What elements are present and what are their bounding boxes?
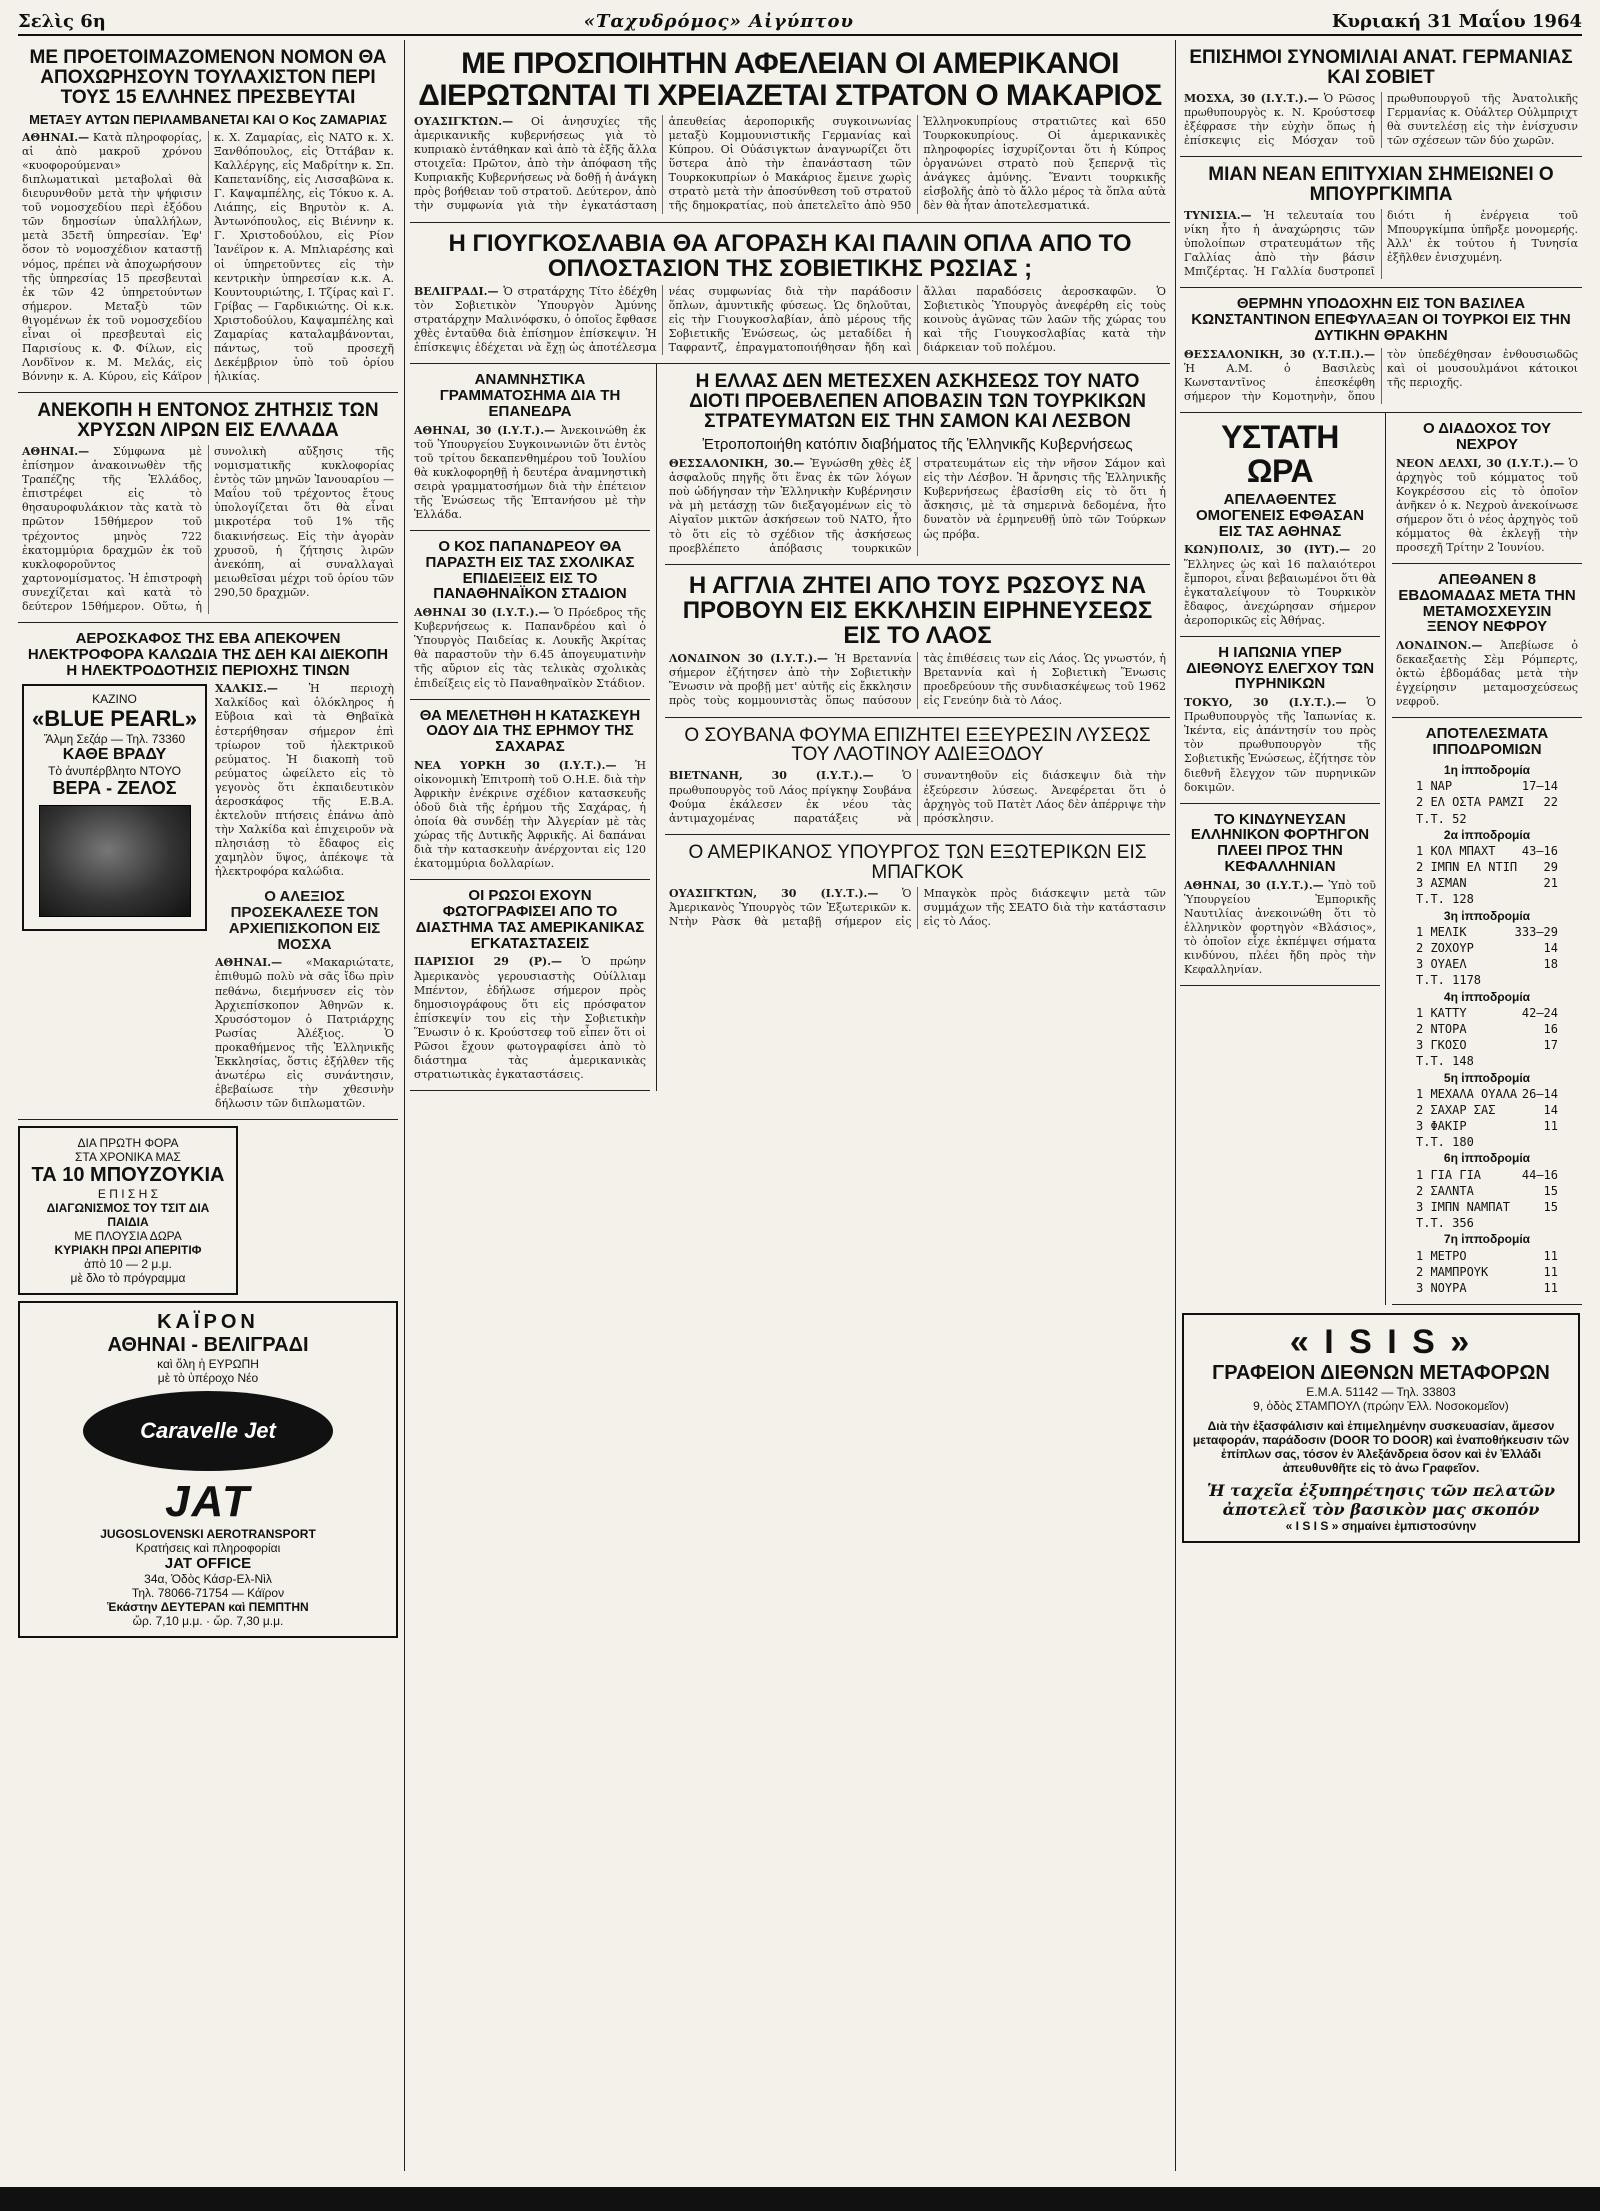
article-text: 20 Ἕλληνες ὡς καὶ 16 παλαιότεροι ἔμποροι, εἶναι βεβαιωμένοι ὅτι θὰ ἐγκαταλείψουν τὸ Τουρκικὸν ἔδαφος, ἀνεχώρησαν σήμερον ἀεροπορικῶς εἰς Ἀθήνας. — [1184, 543, 1377, 627]
article-text: Ὁ ἀρχηγὸς τοῦ κόμματος τοῦ Κογκρέσσου εἰς τὸ ὁποῖον ἀνῆκεν ὁ κ. Νεχροὺ ἀνεκοίνωσε σήμερον ὅτι ὁ νέος ἀρχηγὸς τοῦ κόμματος θὰ ἐκλεγῇ τὴν προσεχῆ Τρίτην 2 Ἰουνίου. — [1396, 456, 1579, 554]
horse-name: 2 ΝΤΟΡΑ — [1416, 1021, 1467, 1036]
race-result-row — [1396, 1005, 1578, 1021]
dateline: ΠΑΡΙΣΙΟΙ 29 (Ρ).— — [414, 955, 563, 969]
ad-main: ΤΑ 10 ΜΠΟΥΖΟΥΚΙΑ — [31, 1164, 225, 1187]
article-body — [1184, 879, 1376, 978]
center-left-stack — [410, 364, 657, 1091]
article-text: Ἡ Α.Μ. ὁ Βασιλεὺς Κωνσταντῖνος ἐπεσκέφθη σήμερον τὴν Κομοτηνὴν, ὅπου τὸν ὑπεδέχθησαν ἐνθουσιωδῶς καὶ οἱ μουσουλμάνοι κάτοικοι τῆς περιοχῆς. — [1184, 347, 1578, 403]
masthead — [18, 8, 1582, 36]
horse-name: Τ.Τ. 180 — [1416, 1135, 1474, 1150]
dateline: ΛΟΝΔΙΝΟΝ 30 (Ι.Υ.Τ.).— — [669, 652, 829, 666]
ad-line: καὶ ὅλη ἡ ΕΥΡΩΠΗ — [157, 1357, 259, 1372]
article-headline: Ο ΣΟΥΒΑΝΑ ΦΟΥΜΑ ΕΠΙΖΗΤΕΙ ΕΞΕΥΡΕΣΙΝ ΛΥΣΕΩΣ ΤΟΥ ΛΑΟΤΙΝΟΥ ΑΔΙΕΞΟΔΟΥ — [684, 724, 1151, 766]
horse-name: Τ.Τ. 356 — [1416, 1216, 1474, 1231]
article-text: Ἡ οἰκονομικὴ Ἐπιτροπὴ τοῦ Ο.Η.Ε. διὰ τὴν Ἀφρικὴν ἐνέκρινε σχέδιον κατασκευῆς ὁδοῦ διὰ τῆς ἐρήμου τῆς Σαχάρας, ἡ ὁποία θὰ συνδέῃ τὴν Ἀλγερίαν μὲ τὰς χώρας τῆς Δυτικῆς Ἀφρικῆς. Αἱ δαπάναι διὰ τὴν κατασκευὴν ἀνέρχονται εἰς 120 ἑκατομμύρια δολλαρίων. — [414, 758, 647, 871]
bottom-scan-edge — [0, 2187, 1600, 2211]
casino-act: ΒΕΡΑ - ΖΕΛΟΣ — [52, 778, 177, 799]
article-body — [669, 887, 1166, 929]
article-east-germany — [1180, 40, 1582, 157]
ad-line: Ε Π Ι Σ Η Σ — [97, 1187, 159, 1202]
article-text: Ἀπεβίωσε ὁ δεκαεξαετὴς Σὲμ Ρόμπερτς, ὀκτὼ ἑβδομάδας μετὰ τὴν ἐγχείρησιν μεταμοσχεύσεως νεφροῦ. — [1396, 639, 1578, 709]
casino-line1: ΚΑΘΕ ΒΡΑΔΥ — [62, 746, 167, 764]
payout: 21 — [1543, 876, 1558, 891]
race-heading: 4η ἱπποδρομία — [1443, 989, 1531, 1004]
horse-name: 1 ΜΕΛΙΚ — [1416, 924, 1467, 939]
article-text: Ὁ πρώην Ἀμερικανὸς γερουσιαστὴς Οὐίλλιαμ Μπέντον, ἐδήλωσε σήμερον πρὸς δημοσιογράφους ὅτι εἰς πρόσφατον ἐπίσκεψίν του εἰς τὴν Σοβιετικὴν Ἕνωσιν ὁ κ. Κρούστσεφ τοῦ εἶπεν ὅτι οἱ Ρῶσοι ἔχουν φωτογραφίσει ἀπὸ τὸ διάστημα τὰς ἀμερικανικὰς στρατιωτικὰς ἐγκαταστάσεις. — [414, 955, 646, 1082]
dateline: ΤΥΝΙΣΙΑ.— — [1184, 209, 1252, 223]
horse-name: 1 ΚΟΛ ΜΠΑΧΤ — [1416, 843, 1496, 858]
dateline: ΟΥΑΣΙΓΚΤΩΝ.— — [414, 115, 514, 128]
race-result-row — [1396, 778, 1578, 794]
horse-name: 3 ΑΣΜΑΝ — [1416, 876, 1467, 891]
issue-date: Κυριακή 31 Μαΐου 1964 — [1331, 10, 1582, 32]
article-text: Ἡ Βρεταννία σήμερον ἐζήτησεν ἀπὸ τὴν Σοβιετικὴν Ἕνωσιν νὰ προβῇ μετ' αὐτῆς εἰς ἔκκλησιν πρὸς τοὺς κομμουνιστὰς ὅπως παύσουν τὰς ἐπιθέσεις των εἰς Λάος. Ὡς γνωστόν, ἡ Βρεταννία καὶ ἡ Σοβιετικὴ Ἕνωσις προεδρεύουν τῆς συνδιασκέψεως τοῦ 1962 εἰς Γενεύην διὰ τὸ Λάος. — [669, 652, 1166, 708]
article-laos-appeal — [665, 565, 1170, 718]
article-headline: ΘΑ ΜΕΛΕΤΗΘΗ Η ΚΑΤΑΣΚΕΥΗ ΟΔΟΥ ΔΙΑ ΤΗΣ ΕΡΗΜΟΥ ΤΗΣ ΣΑΧΑΡΑΣ — [419, 706, 641, 756]
article-body — [1396, 457, 1578, 556]
article-yugoslavia-arms — [410, 223, 1170, 365]
article-headline: Η ΕΛΛΑΣ ΔΕΝ ΜΕΤΕΣΧΕΝ ΑΣΚΗΣΕΩΣ ΤΟΥ ΝΑΤΟ ΔΙΟΤΙ ΠΡΟΕΒΛΕΠΕΝ ΑΠΟΒΑΣΙΝ ΤΩΝ ΤΟΥΡΚΙΚΩΝ ΣΤΡΑΤΕΥΜΑΤΩΝ ΕΙΣ ΤΗΝ ΣΑΜΟΝ ΚΑΙ ΛΕΣΒΟΝ — [689, 371, 1146, 433]
article-headline: Ο ΑΛΕΞΙΟΣ ΠΡΟΣΕΚΑΛΕΣΕ ΤΟΝ ΑΡΧΙΕΠΙΣΚΟΠΟΝ ΕΙΣ ΜΟΣΧΑ — [228, 888, 381, 953]
race-result-row — [1396, 1199, 1578, 1215]
article-body — [669, 652, 1166, 708]
race-result-row — [1396, 1086, 1578, 1102]
ad-line: ΣΤΑ ΧΡΟΝΙΚΑ ΜΑΣ — [75, 1150, 181, 1165]
article-bourguiba — [1180, 157, 1582, 288]
article-text: Ἐγνώσθη χθὲς ἐξ ἀσφαλοῦς πηγῆς ὅτι ἕνας ἐκ τῶν λόγων ποὺ ὡδήγησαν τὴν Ἑλληνικὴν Κυβέρνησιν νὰ μὴ μετάσχῃ τῶν διεξαγομένων εἰς τὸ Αἰγαῖον μικτῶν ἀσκήσεων τοῦ ΝΑΤΟ, ἦτο τὸ ὅτι εἰς τὸ σχέδιον τῆς ἀσκήσεως προεβλέπετο ἀπόβασις τουρκικῶν στρατευμάτων εἰς τὴν νῆσον Σάμον καὶ εἰς τὴν Λέσβον. Ἡ ἄρνησις τῆς Ἑλληνικῆς Κυβερνήσεως ἐβασίσθη εἰς τὸ ὅτι ἡ ἄσκησις, μὲ τὰ σημερινὰ δεδομένα, ἦτο δυνατὸν νὰ ἑρμηνευθῇ ὑπὸ τῶν Τούρκων ὡς πρόβα. — [669, 457, 1166, 555]
article-makarios-army — [410, 40, 1170, 223]
dateline: ΛΟΝΔΙΝΟΝ.— — [1396, 639, 1483, 653]
performers-photo — [39, 805, 191, 917]
isis-ad — [1182, 1313, 1580, 1543]
payout: 11 — [1543, 1248, 1558, 1263]
race-result-row — [1396, 1167, 1578, 1183]
article-body — [1396, 639, 1578, 709]
race-result-row — [1396, 1264, 1578, 1280]
article-headline: ΤΟ ΚΙΝΔΥΝΕΥΣΑΝ ΕΛΛΗΝΙΚΟΝ ΦΟΡΤΗΓΟΝ ΠΛΕΕΙ ΠΡΟΣ ΤΗΝ ΚΕΦΑΛΛΗΝΙΑΝ — [1190, 810, 1370, 875]
caravelle-jet-logo: Caravelle Jet — [83, 1391, 333, 1471]
payout: 15 — [1543, 1200, 1558, 1215]
article-body — [414, 955, 646, 1082]
article-body — [669, 457, 1166, 556]
casino-label: ΚΑΖΙΝΟ — [92, 692, 137, 707]
article-body — [414, 115, 1166, 214]
race-result-row — [1396, 811, 1578, 827]
article-sahara-road — [410, 700, 650, 881]
article-headline: ΜΕ ΠΡΟΕΤΟΙΜΑΖΟΜΕΝΟΝ ΝΟΜΟΝ ΘΑ ΑΠΟΧΩΡΗΣΟΥΝ ΤΟΥΛΑΧΙΣΤΟΝ ΠΕΡΙ ΤΟΥΣ 15 ΕΛΛΗΝΕΣ ΠΡΕΣΒΕΥΤΑΙ — [29, 47, 387, 108]
race-heading: 6η ἱπποδρομία — [1443, 1151, 1531, 1166]
race-heading: 7η ἱπποδρομία — [1443, 1232, 1531, 1247]
payout: 11 — [1543, 1280, 1558, 1295]
ad-line: Κρατήσεις καὶ πληροφορίαι — [135, 1541, 281, 1556]
article-text: Ὑπὸ τοῦ Ὑπουργείου Ἐμπορικῆς Ναυτιλίας ἀνεκοινώθη ὅτι τὸ ἑλληνικὸν φορτηγὸν «Βλάσιος», τὸ ὁποῖον εἶχε ἐκπέμψει σήματα κινδύνου, πλέει ἤδη πρὸς τὴν Κεφαλληνίαν. — [1184, 878, 1376, 977]
article-text: Ὁ Ἀμερικανὸς Ὑπουργὸς τῶν Ἐξωτερικῶν κ. Ντὴν Ρὰσκ θὰ μεταβῇ σήμερον εἰς Μπαγκὸκ πρὸς διάσκεψιν μετὰ τῶν συμμάχων τῆς ΣΕΑΤΟ διὰ τὴν κατάστασιν εἰς τὸ Λάος. — [669, 886, 1166, 928]
left-column — [18, 40, 398, 1644]
payout: 17—14 — [1521, 779, 1558, 794]
jat-airline-ad — [18, 1301, 398, 1638]
race-result-row — [1396, 1215, 1578, 1231]
dateline: ΧΑΛΚΙΣ.— — [215, 682, 278, 696]
race-heading: 2α ἱπποδρομία — [1443, 827, 1531, 842]
horse-name: 2 ΖΟΧΟΥΡ — [1416, 941, 1474, 956]
dateline: ΘΕΣΣΑΛΟΝΙΚΗ, 30 (Υ.Τ.Π.).— — [1184, 347, 1375, 361]
ad-line: Ἡ ταχεῖα ἐξυπηρέτησις τῶν πελατῶν ἀποτελεῖ τὸν βασικὸν μας σκοπόν — [1206, 1481, 1556, 1520]
dateline: ΜΟΣΧΑ, 30 (Ι.Υ.Τ.).— — [1184, 91, 1319, 105]
dateline: ΤΟΚΥΟ, 30 (Ι.Υ.Τ.).— — [1184, 696, 1347, 710]
casino-address: Ἄλμη Σεζάρ — Τηλ. 73360 — [43, 732, 186, 747]
ad-line: ΔΙΑΓΩΝΙΣΜΟΣ ΤΟΥ ΤΣΙΤ ΔΙΑ ΠΑΙΔΙΑ — [46, 1201, 210, 1230]
right-lower — [1180, 413, 1582, 1305]
race-result-row — [1396, 940, 1578, 956]
race-result-row — [1396, 859, 1578, 875]
dateline: ΟΥΑΣΙΓΚΤΩΝ, 30 (Ι.Υ.Τ.).— — [669, 886, 879, 900]
payout: 16 — [1543, 1021, 1558, 1036]
payout: 11 — [1543, 1264, 1558, 1279]
center-right-stack — [657, 364, 1170, 1091]
payout: 44—16 — [1521, 1167, 1558, 1182]
article-body — [1184, 543, 1376, 627]
article-souvanna — [665, 718, 1170, 835]
horse-name: 1 ΓΙΑ ΓΙΑ — [1416, 1167, 1482, 1182]
race-result-row — [1396, 1134, 1578, 1150]
ad-route: ΑΘΗΝΑΙ - ΒΕΛΙΓΡΑΔΙ — [107, 1334, 309, 1357]
article-body — [669, 769, 1166, 825]
casino-line2: Τὸ ἀνυπέρβλητο ΝΤΟΥΟ — [48, 764, 181, 779]
casino-ad — [22, 682, 207, 1111]
race-result-row — [1396, 1248, 1578, 1264]
race-result-row — [1396, 1102, 1578, 1118]
article-headline: ΑΝΕΚΟΠΗ Η ΕΝΤΟΝΟΣ ΖΗΤΗΣΙΣ ΤΩΝ ΧΡΥΣΩΝ ΛΙΡΩΝ ΕΙΣ ΕΛΛΑΔΑ — [37, 400, 379, 442]
race-heading: 1η ἱπποδρομία — [1443, 762, 1531, 777]
race-result-row — [1396, 875, 1578, 891]
article-text: Κατὰ πληροφορίας, αἱ ἀπὸ μακροῦ χρόνου «κυοφορούμεναι» διπλωματικαὶ μεταβολαὶ θὰ διευρυνθοῦν μετὰ τὴν ψήφισιν τοῦ νομοσχεδίου περὶ ἐξόδου τῶν δημοσίων ὑπαλλήλων, μετὰ 35ετῆ ὑπηρεσίαν. Ἐφ' ὅσον τὸ νομοσχέδιον καταστῇ νόμος, πρέπει νὰ ἀποχωρήσουν τῆς ὑπηρεσίας 15 πρεσβευταὶ ἐκ τῶν 42 ὑπηρετούντων σήμερον. Μεταξὺ τῶν θιγομένων ἐκ τοῦ νομοσχεδίου εἶναι οἱ πρεσβευταὶ εἰς Παρισίους κ. Φ. Φίλων, εἰς Λονδῖνον κ. Μ. Μελάς, εἰς Βόννην κ. Α. Κύρου, εἰς Κάϊρον κ. Χ. Ζαμαρίας, εἰς ΝΑΤΟ κ. Χ. Ξανθόπουλος, εἰς Ὀττάβαν κ. Καλλέργης, εἰς Μαδρίτην κ. Σπ. Καπετανίδης, εἰς Λισσαβῶνα κ. Γ. Καψαμπέλης, εἰς Τόκυο κ. Α. Λιάπης, εἰς Βηρυτὸν κ. Α. Ἀντωνόπουλος, εἰς Βιέννην κ. Γ. Χριστοδούλου, εἰς Ρίον Ἰανέϊρον κ. Α. Μπλιαρέσης καὶ οἱ ὑπηρετοῦντες εἰς τὴν κεντρικὴν ὑπηρεσίαν κ.κ. Α. Κουντουριώτης, Ι. Τζίρας καὶ Γ. Γρίβας — Γαρδικιώτης. Οἱ κ.κ. Χριστοδούλου, Καψαμπέλης καὶ Ζαμαρίας καταλαμβάνονται, πάντως, τοῦ προσεχῆ Δεκέμβριον ὑπὸ τοῦ ὁρίου ἡλικίας. — [22, 130, 394, 384]
dateline: ΑΘΗΝΑΙ 30 (Ι.Υ.Τ.).— — [414, 606, 550, 620]
article-headline: ΜΙΑΝ ΝΕΑΝ ΕΠΙΤΥΧΙΑΝ ΣΗΜΕΙΩΝΕΙ Ο ΜΠΟΥΡΓΚΙΜΠΑ — [1208, 164, 1554, 206]
article-text: «Μακαριώτατε, ἐπιθυμῶ πολὺ νὰ σᾶς ἴδω πρὶν πεθάνω, διεμήνυσεν εἰς τὸν Ἀρχιεπίσκοπον Ἀθηνῶν κ. Χρυσόστομον ὁ Πατριάρχης Ρωσίας Ἀλέξιος. Ὁ προκαθήμενος τῆς Ἑλληνικῆς Ἐκκλησίας, ὅστις ἐξήλθεν τῆς ἀνωτέρω εἰς συνάντησιν, ἐβεβαίωσε τὴν χθεσινὴν δήλωσιν τῶν διπλωματῶν. — [215, 956, 394, 1111]
race-heading: 3η ἱπποδρομία — [1443, 908, 1531, 923]
race-result-row — [1396, 924, 1578, 940]
jat-logo: JAT — [165, 1477, 251, 1527]
race-result-row — [1396, 843, 1578, 859]
article-stamps — [410, 364, 650, 531]
dateline: ΑΘΗΝΑΙ, 30 (Ι.Υ.Τ.).— — [414, 423, 556, 437]
article-text: Ἀνεκοινώθη ἐκ τοῦ Ὑπουργείου Συγκοινωνιῶν ὅτι ἐντὸς τοῦ τρίτου δεκαπενθημέρου τοῦ Ἰουλίου θὰ κυκλοφορηθῇ ἡ δευτέρα ἀναμνηστικὴ σειρὰ γραμματοσήμων διὰ τὴν ἐπέτειον τῆς Ἑνώσεως τῆς Ἑπτανήσου μὲ τὴν Ἑλλάδα. — [414, 423, 646, 522]
ad-line: Διὰ τὴν ἐξασφάλισιν καὶ ἐπιμελημένην συσκευασίαν, ἄμεσον μεταφοράν, παράδοσιν (DOOR TO DOOR) καὶ ἐναποθήκευσιν τῶν ἐπίπλων σας, τόσον ἐν Ἀλεξάνδρεια ὅσον καὶ ἐν Ἑλλάδι ἀπευθυνθῆτε εἰς τὸ ἀνω Γραφεῖον. — [1192, 1419, 1570, 1476]
horse-name: 2 ΣΑΧΑΡ ΣΑΣ — [1416, 1102, 1496, 1117]
article-ambassadors — [18, 40, 398, 393]
horse-name: 2 ΙΜΠΝ ΕΛ ΝΤΙΠ — [1416, 860, 1518, 875]
horse-name: 3 ΟΥΑΕΛ — [1416, 957, 1467, 972]
article-body — [414, 759, 646, 872]
article-gold-sovereigns — [18, 393, 398, 623]
article-text: Ἡ περιοχὴ Χαλκίδος καὶ ὁλόκληρος ἡ Εὔβοια καὶ τὰ Θηβαϊκὰ ἐστερήθησαν σήμερον ἐπὶ τρίωρον τοῦ ἠλεκτρικοῦ ρεύματος. Ἡ διακοπὴ τοῦ ρεύματος ὠφείλετο εἰς τὸ γεγονὸς ὅτι ἐκπαιδευτικὸν ἀεροσκάφος τῆς Ε.Β.Α. ἐκτελοῦν πτήσεις ἐπάνω ἀπὸ τὴν Χαλκίδα καὶ ἐπιχειροῦν νὰ πλησιάσῃ τὸ ἔδαφος εἰς χαμηλὸν ὕψος, ἀπέκοψε τὰ ἠλεκτροφόρα καλώδια. — [215, 682, 395, 879]
article-headline: Η ΑΓΓΛΙΑ ΖΗΤΕΙ ΑΠΟ ΤΟΥΣ ΡΩΣΟΥΣ ΝΑ ΠΡΟΒΟΥΝ ΕΙΣ ΕΚΚΛΗΣΙΝ ΕΙΡΗΝΕΥΣΕΩΣ ΕΙΣ ΤΟ ΛΑΟΣ — [682, 571, 1153, 650]
horse-name: 1 ΚΑΤΤΥ — [1416, 1005, 1467, 1020]
article-text: Οἱ ἀνησυχίες τῆς ἀμερικανικῆς κυβερνήσεως γιὰ τὸ κυπριακὸ ἐντάθηκαν καὶ ἀπὸ τὰ ἑξῆς ἄλλα στοιχεῖα: Πρῶτον, ἀπὸ τὴν ἀπόφαση τῆς Κυπριακῆς Κυβερνήσεως νὰ δοθῇ ἡ ἀνάγκη πρὸς βοήθειαν τοῦ στρατοῦ. Δεύτερον, ἀπὸ τὴν συμφωνία γιὰ τὴν ἐγκατάσταση ἀπευθείας ἀεροπορικῆς συγκοινωνίας μεταξὺ Κομμουνιστικῆς Γερμανίας καὶ Κύπρου. Οἱ Οὐάσιγκτων ἀναγνωρίζει ὅτι ὕστερα ἀπὸ τὴν ἐπανάσταση τῶν Τουρκοκυπρίων ὁ Μακάριος ἔμεινε χωρὶς στρατὸ μετὰ τὴν ἀποσύνθεση τοῦ στρατοῦ τῆς δημοκρατίας, ποὺ ἀπετελεῖτο ἀπὸ 950 Ἑλληνοκυπρίους στρατιῶτες καὶ 650 Τουρκοκυπρίους. Οἱ ἀμερικανικὲς πληροφορίες ἰσχυρίζονται ὅτι ἡ Κύπρος ὀργανώνει στρατὸ ποὺ ξεπερνᾷ τὶς ἀνάγκες ἀμύνης. Ἕναντι τουρκικῆς εἰσβολῆς ἀπὸ τὸ ἄλλο μέρος τὰ ὅπλα αὐτὰ δὲν θὰ ἦταν ἀποτελεσματικά. — [414, 115, 1166, 213]
race-result-row — [1396, 1183, 1578, 1199]
race-result-row — [1396, 1021, 1578, 1037]
race-result-row — [1396, 794, 1578, 810]
horse-name: 3 ΓΚΟΣΟ — [1416, 1038, 1467, 1053]
payout: 14 — [1543, 1102, 1558, 1117]
horse-name: 1 ΝΑΡ — [1416, 779, 1453, 794]
race-result-row — [1396, 972, 1578, 988]
ad-line: 9, ὁδὸς ΣΤΑΜΠΟΥΛ (πρώην Ἑλλ. Νοσοκομεῖον) — [1253, 1399, 1509, 1414]
column-rule — [1175, 40, 1176, 2171]
dateline: ΝΕΑ ΥΟΡΚΗ 30 (Ι.Υ.Τ.).— — [414, 758, 617, 772]
ad-line: μὲ δλο τὸ πρόγραμμα — [70, 1271, 186, 1286]
race-groups — [1396, 762, 1578, 1296]
article-headline: ΜΕ ΠΡΟΣΠΟΙΗΤΗΝ ΑΦΕΛΕΙΑΝ ΟΙ ΑΜΕΡΙΚΑΝΟΙ ΔΙΕΡΩΤΩΝΤΑΙ ΤΙ ΧΡΕΙΑΖΕΤΑΙ ΣΤΡΑΤΟΝ Ο ΜΑΚΑΡΙΟΣ — [418, 47, 1162, 112]
center-column — [410, 40, 1170, 1091]
race-result-row — [1396, 891, 1578, 907]
horse-name: 3 ΝΟΥΡΑ — [1416, 1280, 1467, 1295]
article-headline: ΕΠΙΣΗΜΟΙ ΣΥΝΟΜΙΛΙΑΙ ΑΝΑΤ. ΓΕΡΜΑΝΙΑΣ ΚΑΙ ΣΟΒΙΕΤ — [1189, 47, 1573, 88]
newspaper-name: «Ταχυδρόμος» Αἰγύπτου — [583, 10, 854, 32]
ad-title: ΚΑΪΡΟΝ — [157, 1311, 259, 1334]
payout: 11 — [1543, 1119, 1558, 1134]
article-body — [1184, 696, 1376, 795]
article-papandreou — [410, 531, 650, 699]
section-title: ΥΣΤΑΤΗ ΩΡΑ — [1221, 419, 1339, 489]
right-right-stack — [1386, 413, 1582, 1305]
article-headline: Ο ΚΟΣ ΠΑΠΑΝΔΡΕΟΥ ΘΑ ΠΑΡΑΣΤΗ ΕΙΣ ΤΑΣ ΣΧΟΛΙΚΑΣ ΕΠΙΔΕΙΞΕΙΣ ΕΙΣ ΤΟ ΠΑΝΑΘΗΝΑΪΚΟΝ ΣΤΑΔΙΟΝ — [425, 538, 635, 603]
race-result-row — [1396, 956, 1578, 972]
race-result-row — [1396, 1053, 1578, 1069]
horse-name: 3 ΦΑΚΙΡ — [1416, 1119, 1467, 1134]
dateline: ΘΕΣΣΑΛΟΝΙΚΗ, 30.— — [669, 457, 805, 471]
horse-name: 2 ΕΛ ΟΣΤΑ ΡΑΜΖΙ — [1416, 795, 1525, 810]
payout: 333—29 — [1514, 924, 1558, 939]
dateline: ΑΘΗΝΑΙ, 30 (Ι.Υ.Τ.).— — [1184, 878, 1324, 892]
race-result-row — [1396, 1037, 1578, 1053]
article-body — [215, 682, 394, 1111]
right-left-stack — [1180, 413, 1386, 1305]
dateline: ΑΘΗΝΑΙ.— — [22, 445, 90, 459]
article-body — [1184, 92, 1578, 148]
article-text: Σύμφωνα μὲ ἐπίσημον ἀνακοινωθὲν τῆς Τραπέζης τῆς Ἑλλάδος, ἐπιστρέφει εἰς τὸ θησαυροφυλάκιον τὰς κατὰ τὸ πρῶτον 15θήμερον τοῦ τρέχοντος μηνὸς 722 ἑκατομμύρια δραχμῶν ἐκ τοῦ κυκλοφοροῦντος χαρτονομίσματος. Ἡ ἐπιστροφὴ συνεχίζεται καὶ κατὰ τὸ δεύτερον 15θήμερον. Οὕτω, ἡ συνολικὴ αὔξησις τῆς νομισματικῆς κυκλοφορίας ἐντὸς τῶν μηνῶν Ἰανουαρίου — Μαΐου τοῦ τρέχοντος ἔτους ὑπολογίζεται ὅτι θὰ εἶναι μικροτέρα τοῦ 1% τῆς διακινήσεως. Εἰς τὴν ἀγορὰν χρυσοῦ, ἡ ζήτησις λιρῶν ἀνεκόπη, αἱ συναλλαγαὶ μειωθεῖσαι μέχρι τοῦ ὁρίου τῶν 290,50 δραχμῶν. — [22, 445, 394, 613]
casino-ad-box — [22, 684, 207, 931]
article-headline: ΑΠΕΘΑΝΕΝ 8 ΕΒΔΟΜΑΔΑΣ ΜΕΤΑ ΤΗΝ ΜΕΤΑΜΟΣΧΕΥΣΙΝ ΞΕΝΟΥ ΝΕΦΡΟΥ — [1398, 571, 1576, 636]
center-lower — [410, 364, 1170, 1091]
horse-name: Τ.Τ. 52 — [1416, 811, 1467, 826]
ad-line: ΚΥΡΙΑΚΗ ΠΡΩΙ ΑΠΕΡΙΤΙΦ — [54, 1243, 202, 1258]
article-kidney-transplant — [1392, 564, 1582, 718]
ad-line: ΓΡΑΦΕΙΟΝ ΔΙΕΘΝΩΝ ΜΕΤΑΦΟΡΩΝ — [1212, 1362, 1550, 1385]
article-text: Ἡ τελευταία του νίκη ἦτο ἡ ἀναχώρησις τῶν ὑπολοίπων στρατευμάτων τῆς Γαλλίας ἀπὸ τὴν βάσιν Μπιζέρτας. Ἡ Γαλλία δυστροπεῖ διότι ἡ ἐνέργεια τοῦ Μπουργκίμπα ὑπῆρξε μονομερής. Ἀλλ' ἐκ τούτου ἡ Τυνησία ἐξῆλθεν ἐνισχυμένη. — [1184, 209, 1578, 279]
article-body — [22, 131, 394, 384]
ad-line: « I S I S » σημαίνει ἐμπιστοσύνην — [1285, 1519, 1477, 1534]
horse-name: 2 ΜΑΜΠΡΟΥΚ — [1416, 1264, 1489, 1279]
article-aircraft-cables — [18, 623, 398, 1120]
article-headline: Ο ΔΙΑΔΟΧΟΣ ΤΟΥ ΝΕΧΡΟΥ — [1422, 420, 1552, 453]
article-nato-exercise — [665, 364, 1170, 564]
article-subheadline: ΜΕΤΑΞΥ ΑΥΤΩΝ ΠΕΡΙΛΑΜΒΑΝΕΤΑΙ ΚΑΙ Ο Κος ΖΑΜΑΡΙΑΣ — [29, 111, 387, 127]
article-japan-nuclear — [1180, 637, 1380, 804]
article-body — [22, 445, 394, 614]
payout: 18 — [1543, 957, 1558, 972]
article-greek-freighter — [1180, 804, 1380, 987]
article-subheadline: Ἐτροποποιήθη κατόπιν διαβήματος τῆς Ἑλληνικῆς Κυβερνήσεως — [702, 436, 1133, 454]
article-headline: ΑΠΕΛΑΘΕΝΤΕΣ ΟΜΟΓΕΝΕΙΣ ΕΦΘΑΣΑΝ ΕΙΣ ΤΑΣ ΑΘΗΝΑΣ — [1195, 491, 1365, 540]
right-column — [1180, 40, 1582, 1551]
race-results — [1392, 718, 1582, 1305]
payout: 22 — [1543, 795, 1558, 810]
dateline: ΝΕΟΝ ΔΕΛΧΙ, 30 (Ι.Υ.Τ.).— — [1396, 456, 1565, 470]
payout: 26—14 — [1521, 1086, 1558, 1101]
article-text: Ὁ Ρῶσος πρωθυπουργὸς κ. Ν. Κρούστσεφ ἐξέφρασε τὴν εὐχὴν ὅπως ἡ ἐπίσκεψις εἰς Μόσχαν τοῦ πρωθυπουργοῦ τῆς Ἀνατολικῆς Γερμανίας κ. Οὐάλτερ Οὐλμπριχτ θὰ συντελέσῃ εἰς τὴν ἐνίσχυσιν τῶν σχέσεων τῶν δύο χωρῶν. — [1184, 91, 1578, 148]
column-rule — [404, 40, 405, 2171]
ad-schedule: Ἑκάστην ΔΕΥΤΕΡΑΝ καὶ ΠΕΜΠΤΗΝ — [107, 1600, 309, 1615]
article-headline: Η ΓΙΟΥΓΚΟΣΛΑΒΙΑ ΘΑ ΑΓΟΡΑΣΗ ΚΑΙ ΠΑΛΙΝ ΟΠΛΑ ΑΠΟ ΤΟ ΟΠΛΟΣΤΑΣΙΟΝ ΤΗΣ ΣΟΒΙΕΤΙΚΗΣ ΡΩΣΙΑΣ ; — [448, 229, 1132, 282]
dateline: ΒΕΛΙΓΡΑΔΙ.— — [414, 284, 499, 298]
dateline: ΑΘΗΝΑΙ.— — [215, 956, 283, 970]
article-king-constantine — [1180, 288, 1582, 413]
article-space-photos — [410, 880, 650, 1091]
ad-line: μὲ τὸ ὑπέροχο Νέο — [157, 1371, 259, 1386]
article-body — [414, 606, 646, 690]
section-title: ΑΠΟΤΕΛΕΣΜΑΤΑ ΙΠΠΟΔΡΟΜΙΩΝ — [1425, 725, 1549, 759]
horse-name: 1 ΜΕΤΡΟ — [1416, 1248, 1467, 1263]
article-headline: ΑΕΡΟΣΚΑΦΟΣ ΤΗΣ ΕΒΑ ΑΠΕΚΟΨΕΝ ΗΛΕΚΤΡΟΦΟΡΑ ΚΑΛΩΔΙΑ ΤΗΣ ΔΕΗ ΚΑΙ ΔΙΕΚΟΠΗ Η ΗΛΕΚΤΡΟΔΟΤΗΣΙΣ ΠΕΡΙΟΧΗΣ ΤΙΝΩΝ — [27, 630, 389, 679]
ad-line: ΔΙΑ ΠΡΩΤΗ ΦΟΡΑ — [77, 1136, 179, 1151]
horse-name: 2 ΣΑΛΝΤΑ — [1416, 1183, 1474, 1198]
ad-line: ΜΕ ΠΛΟΥΣΙΑ ΔΩΡΑ — [74, 1229, 182, 1244]
casino-name: «BLUE PEARL» — [31, 706, 198, 732]
ad-time: ὥρ. 7,30 μ.μ. — [213, 1614, 284, 1629]
article-body — [1184, 209, 1578, 279]
article-headline: ΟΙ ΡΩΣΟΙ ΕΧΟΥΝ ΦΩΤΟΓΡΑΦΙΣΕΙ ΑΠΟ ΤΟ ΔΙΑΣΤΗΜΑ ΤΑΣ ΑΜΕΡΙΚΑΝΙΚΑΣ ΕΓΚΑΤΑΣΤΑΣΕΙΣ — [415, 887, 645, 952]
horse-name: 3 ΙΜΠΝ ΝΑΜΠΑΤ — [1416, 1200, 1510, 1215]
article-text: Ὁ πρωθυπουργὸς τοῦ Λάος πρίγκηψ Σουβάνα Φούμα ἐκάλεσεν ἐκ νέου τὰς ἀντιμαχομένας παρατάξεις νὰ συναντηθοῦν εἰς διάσκεψιν διὰ τὴν ἐξεύρεσιν λύσεως. Ἀνεφέρεται ὅτι ὁ ἀρχηγὸς τοῦ Πατὲτ Λάος δὲν ἀπέρριψε τὴν πρόσκλησιν. — [669, 769, 1166, 825]
article-body — [414, 285, 1166, 355]
dateline: ΒΙΕΤΝΑΝΗ, 30 (Ι.Υ.Τ.).— — [669, 769, 874, 783]
horse-name: Τ.Τ. 128 — [1416, 892, 1474, 907]
article-rusk-bangkok — [665, 835, 1170, 937]
bouzouki-ad — [18, 1126, 238, 1295]
isis-logo: « I S I S » — [1289, 1323, 1473, 1362]
ad-line: ἀπὸ 10 — 2 μ.μ. — [84, 1257, 172, 1272]
horse-name: Τ.Τ. 148 — [1416, 1054, 1474, 1069]
article-headline: Ο ΑΜΕΡΙΚΑΝΟΣ ΥΠΟΥΡΓΟΣ ΤΩΝ ΕΞΩΤΕΡΙΚΩΝ ΕΙΣ ΜΠΑΓΚΟΚ — [688, 841, 1147, 883]
latest-news — [1180, 413, 1380, 637]
article-headline: ΑΝΑΜΝΗΣΤΙΚΑ ΓΡΑΜΜΑΤΟΣΗΜΑ ΔΙΑ ΤΗ ΕΠΑΝΕΔΡΑ — [439, 371, 621, 420]
payout: 14 — [1543, 941, 1558, 956]
race-result-row — [1396, 1118, 1578, 1134]
ad-office: JAT OFFICE — [164, 1555, 252, 1573]
ad-time: ὥρ. 7,10 μ.μ. — [132, 1614, 203, 1629]
page-number: Σελὶς 6η — [18, 10, 106, 32]
article-layout — [22, 682, 394, 1111]
horse-name: 1 ΜΕΧΑΛΑ ΟΥΑΛΑ — [1416, 1086, 1518, 1101]
race-result-row — [1396, 1280, 1578, 1296]
race-heading: 5η ἱπποδρομία — [1443, 1070, 1531, 1085]
payout: 42—24 — [1521, 1005, 1558, 1020]
dateline: ΑΘΗΝΑΙ.— — [22, 130, 90, 144]
ad-line: Ε.Μ.Α. 51142 — Τηλ. 33803 — [1306, 1385, 1456, 1400]
payout: 43—16 — [1521, 843, 1558, 858]
ad-brand-sub: JUGOSLOVENSKI AEROTRANSPORT — [100, 1527, 316, 1542]
payout: 29 — [1543, 860, 1558, 875]
horse-name: Τ.Τ. 1178 — [1416, 973, 1482, 988]
article-text: Ὁ στρατάρχης Τίτο ἐδέχθη τὸν Σοβιετικὸν Ὑπουργὸν Ἀμύνης στρατάρχην Μαλινόφσκυ, ὁ ὁποῖος ἔφθασε χθὲς ἐνταῦθα διὰ ἐπίσημον ἐπίσκεψιν. Ἡ ἐπίσκεψις ἐδέχεται νὰ ἔχῃ ὡς ἀποτέλεσμα νέας συμφωνίας διὰ τὴν παράδοσιν ὅπλων, ἀμυντικῆς φύσεως. Ὡς δηλοῦται, εἰς τὴν Γιουγκοσλαβίαν, ἀπὸ μέρους τῆς Σοβιετικῆς Ἑνώσεως, ὡς μεταδίδει ἡ Ταφραντζ, ἐπραγματοποιήθησαν ἤδη καὶ ἄλλαι παραδόσεις ἀεροσκαφῶν. Ὁ Σοβιετικὸς Ὑπουργὸς ἀνεφέρθη εἰς τοὺς κοινοὺς ἀγῶνας τῶν λαῶν τῆς χώρας του καὶ τῆς Γιουγκοσλαβίας κατὰ τὴν διάρκειαν τοῦ πολέμου. — [414, 284, 1166, 355]
ad-times: ὥρ. 7,10 μ.μ. · ὥρ. 7,30 μ.μ. — [132, 1614, 284, 1629]
article-headline: ΘΕΡΜΗΝ ΥΠΟΔΟΧΗΝ ΕΙΣ ΤΟΝ ΒΑΣΙΛΕΑ ΚΩΝΣΤΑΝΤΙΝΟΝ ΕΠΕΦΥΛΑΞΑΝ ΟΙ ΤΟΥΡΚΟΙ ΕΙΣ ΤΗΝ ΔΥΤΙΚΗΝ ΘΡΑΚΗΝ — [1191, 295, 1571, 344]
article-text: Ὁ Πρόεδρος τῆς Κυβερνήσεως κ. Παπανδρέου καὶ ὁ Ὑπουργὸς Παιδείας κ. Λουκῆς Ἀκρίτας θὰ παραστοῦν τὴν 6.45 ἀπογευματινὴν τῆς αὔριον εἰς τὰς τελικὰς σχολικὰς ἐπιδείξεις εἰς τὸ Παναθηναϊκὸν Στάδιον. — [414, 606, 647, 690]
payout: 17 — [1543, 1038, 1558, 1053]
article-body — [1184, 348, 1578, 404]
article-nehru-successor — [1392, 413, 1582, 564]
article-text: Ὁ Πρωθυπουργὸς τῆς Ἰαπωνίας κ. Ἰκέντα, εἰς ἀπάντησίν του πρὸς τὸν πρωθυπουργὸν τῆς Σοβιετικῆς Ἑνώσεως, ἐζήτησε τὸν διεθνῆ ἔλεγχον τῶν πυρηνικῶν δοκιμῶν. — [1184, 696, 1376, 794]
article-body — [414, 424, 646, 523]
article-headline: Η ΙΑΠΩΝΙΑ ΥΠΕΡ ΔΙΕΘΝΟΥΣ ΕΛΕΓΧΟΥ ΤΩΝ ΠΥΡΗΝΙΚΩΝ — [1185, 643, 1375, 693]
ad-address: 34α, Ὁδὸς Κάσρ-Ελ-Νὶλ — [144, 1572, 272, 1587]
dateline: ΚΩΝ)ΠΟΛΙΣ, 30 (ΙΥΤ).— — [1184, 543, 1351, 557]
ad-telephone: Τηλ. 78066-71754 — Κάϊρον — [131, 1586, 285, 1601]
payout: 15 — [1543, 1183, 1558, 1198]
